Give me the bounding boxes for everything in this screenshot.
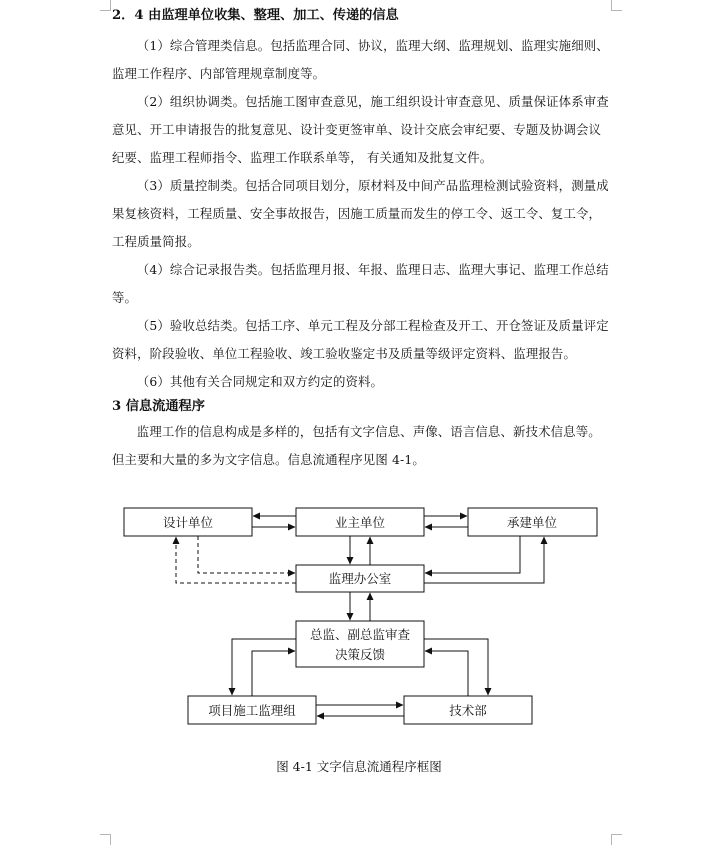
- arrow-project-group-to-chief: [252, 651, 295, 696]
- box-label: 技术部: [449, 703, 487, 718]
- box-label: 承建单位: [506, 515, 558, 530]
- figure-caption: 图 4-1 文字信息流通程序框图: [276, 759, 442, 774]
- box-label: 设计单位: [162, 515, 214, 530]
- arrow-chief-to-tech: [424, 639, 488, 695]
- list-item: （6）其他有关合同规定和双方约定的资料。: [136, 374, 384, 389]
- arrow-office-to-contractor: [424, 537, 544, 583]
- box-chief-supervisor: [296, 621, 424, 667]
- arrow-office-to-design: [176, 537, 296, 583]
- list-item: （2）组织协调类。包括施工图审查意见，施工组织设计审查意见、质量保证体系审查意见、开工申请报告的批复意见、设计变更签审单、设计交底会审纪要、专题及协调会议纪要、监理工程师指令、监理工作联系单等， 有关通知及批复文件。: [112, 94, 609, 165]
- flow-paragraph: 监理工作的信息构成是多样的，包括有文字信息、声像、语言信息、新技术信息等。但主要和大量的多为文字信息。信息流通程序见图 4-1。: [112, 424, 601, 467]
- box-design-unit: [124, 508, 252, 536]
- box-label: 业主单位: [334, 515, 386, 530]
- box-contractor-unit: [468, 508, 597, 536]
- list-item: （4）综合记录报告类。包括监理月报、年报、监理日志、监理大事记、监理工作总结等。: [112, 262, 609, 305]
- box-label: 监理办公室: [328, 571, 392, 586]
- arrow-contractor-to-office: [425, 536, 520, 573]
- box-owner-unit: [296, 508, 424, 536]
- box-label: 总监、副总监审查: [309, 627, 411, 642]
- arrow-tech-to-chief: [425, 651, 468, 696]
- box-supervision-office: [296, 565, 424, 592]
- box-label: 项目施工监理组: [208, 703, 296, 718]
- list-item: （5）验收总结类。包括工序、单元工程及分部工程检查及开工、开仓签证及质量评定资料，阶段验收、单位工程验收、竣工验收鉴定书及质量等级评定资料、监理报告。: [112, 318, 609, 361]
- section-heading: 2．4 由监理单位收集、整理、加工、传递的信息: [112, 8, 399, 23]
- list-item: （3）质量控制类。包括合同项目划分，原材料及中间产品监理检测试验资料，测量成果复核资料，工程质量、安全事故报告，因施工质量而发生的停工令、返工令、复工令，工程质量简报。: [112, 178, 609, 249]
- list-item: （1）综合管理类信息。包括监理合同、协议，监理大纲、监理规划、监理实施细则、监理工作程序、内部管理规章制度等。: [112, 38, 609, 81]
- arrow-chief-to-project-group: [232, 639, 296, 695]
- box-tech-dept: [404, 696, 532, 724]
- box-label: 决策反馈: [334, 647, 386, 662]
- box-project-group: [188, 696, 316, 724]
- flow-heading: 3 信息流通程序: [112, 399, 205, 414]
- arrow-design-to-office: [198, 536, 295, 573]
